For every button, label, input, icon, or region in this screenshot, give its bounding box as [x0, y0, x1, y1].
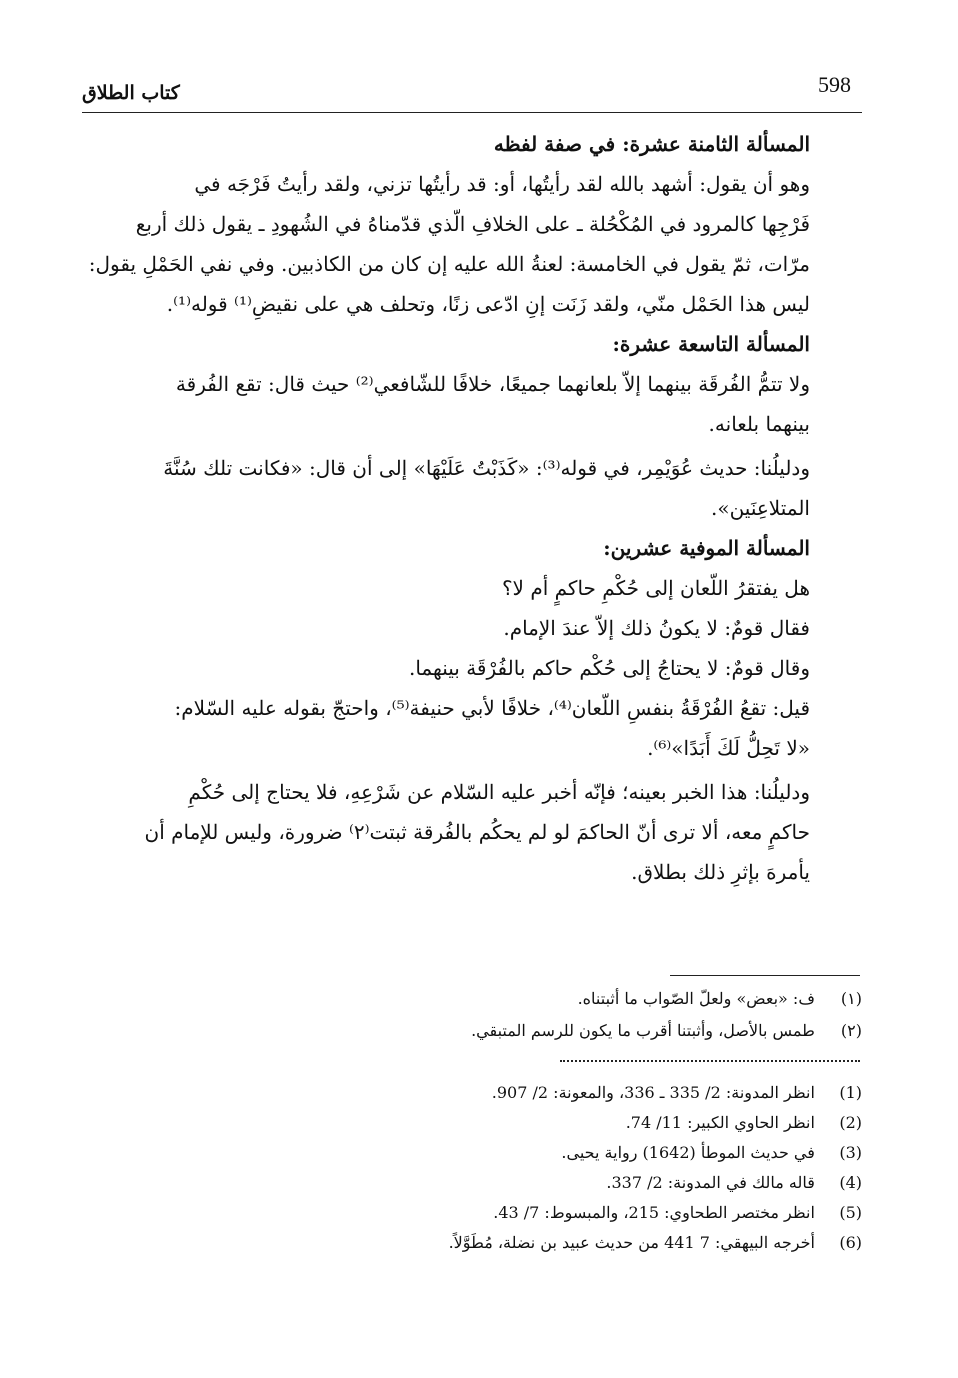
footnote-separator — [670, 975, 860, 976]
footnote-text: أخرجه البيهقي: 7 441 من حديث عبيد بن نضلة، مُطَوَّلاً. — [448, 1233, 815, 1252]
footnote-item — [342, 1015, 862, 1047]
paragraph-line: وقال قومٌ: لا يحتاجُ إلى حُكْم حاكم بالفُرْقَة بينهما. — [408, 656, 810, 680]
footnote-number: (5) — [839, 1203, 862, 1222]
footnote-item — [342, 983, 862, 1015]
paragraph-line: فقال قومٌ: لا يكونُ ذلك إلاّ عندَ الإمام. — [503, 616, 810, 640]
editor-footnotes — [342, 983, 862, 1047]
main-text — [80, 124, 810, 892]
footnote-text: انظر المدونة: 2/ 335 ـ 336، والمعونة: 2/ 907. — [491, 1083, 815, 1102]
footnote-number: (١) — [840, 989, 862, 1008]
footnote-number: (6) — [839, 1233, 862, 1252]
footnote-item — [342, 1228, 862, 1258]
footnote-item — [342, 1108, 862, 1138]
paragraph-line: وهو أن يقول: أشهد بالله لقد رأيتُها، أو: قد رأيتُها تزني، ولقد رأيتُ فَرْجَه في — [194, 172, 810, 196]
footnote-text: انظر مختصر الطحاوي: 215، والمبسوط: 7/ 43. — [493, 1203, 815, 1222]
paragraph-line: «لا تَحِلُّ لَكَ أَبَدًا»⁽⁶⁾. — [647, 736, 810, 760]
footnote-item — [342, 1168, 862, 1198]
footnote-number: (1) — [839, 1083, 862, 1102]
source-footnotes — [342, 1078, 862, 1258]
footnote-number: (٢) — [840, 1021, 862, 1040]
footnote-item — [342, 1198, 862, 1228]
footnote-text: قاله مالك في المدونة: 2/ 337. — [606, 1173, 815, 1192]
book-title: كتاب الطلاق — [82, 82, 180, 104]
footnote-item — [342, 1078, 862, 1108]
paragraph-line: يأمرهَ بإثرِ ذلك بطلاق. — [631, 860, 810, 884]
page-number: 598 — [818, 72, 851, 97]
footnote-text: في حديث الموطأ (1642) رواية يحيى. — [561, 1143, 815, 1162]
footnote-number: (3) — [839, 1143, 862, 1162]
paragraph-line: هل يفتقرُ اللّعان إلى حُكْمِ حاكمٍ أم لا؟ — [501, 576, 810, 600]
header-rule — [82, 112, 862, 113]
paragraph-line: ودليلُنا: هذا الخبر بعينه؛ فإنّه أخبر عليه السّلام عن شَرْعِهِ، فلا يحتاج إلى حُكْمِ — [188, 780, 810, 804]
paragraph-line: ولا تتمُّ الفُرقَة بينهما إلاّ بلعانهما جميعًا، خلافًا للشّافعي⁽²⁾ حيث قال: تقع الفُرقة — [175, 372, 810, 396]
footnote-text: ف: «بعض» ولعلّ الصّواب ما أثبتناه. — [577, 989, 815, 1008]
footnote-number: (2) — [839, 1113, 862, 1132]
paragraph-line: فَرْجِها كالمرود في المُكْحُلة ـ على الخلافِ الّذي قدّمناهُ في الشُهودِ ـ يقول ذلك أربع — [135, 212, 810, 236]
paragraph-line: بينهما بلعانه. — [708, 412, 810, 436]
section-20-heading: المسألة الموفية عشرين: — [603, 536, 810, 560]
section-18-heading: المسألة الثامنة عشرة: في صفة لفظه — [493, 132, 810, 156]
paragraph-line: المتلاعِنَين». — [710, 496, 810, 520]
paragraph-line: ودليلُنا: حديث عُوَيْمِر، في قوله⁽³⁾: «كَذَبْتُ عَلَيْهَا» إلى أن قال: «فكانت تلك سُنَّةَ — [163, 456, 810, 480]
footnote-number: (4) — [839, 1173, 862, 1192]
page-header — [82, 70, 862, 110]
dotted-separator — [560, 1060, 860, 1062]
paragraph-line: حاكمٍ معه، ألا ترى أنّ الحاكمَ لو لم يحكُم بالفُرقة ثبتت⁽٢⁾ ضرورة، وليس للإمام أن — [144, 820, 810, 844]
paragraph-line: قيل: تقعُ الفُرْقَةُ بنفسِ اللّعان⁽⁴⁾، خلافًا لأبي حنيفة⁽⁵⁾، واحتجّ بقوله عليه السّلام: — [174, 696, 810, 720]
paragraph-line: ليس هذا الحَمْل منّي، ولقد زَنَت إنِ ادّعى زنًا، وتحلف هي على نقيضِ⁽¹⁾ قوله⁽¹⁾. — [166, 292, 810, 316]
footnote-item — [342, 1138, 862, 1168]
section-19-heading: المسألة التاسعة عشرة: — [612, 332, 810, 356]
footnote-text: انظر الحاوي الكبير: 11/ 74. — [625, 1113, 815, 1132]
paragraph-line: مرّات، ثمّ يقول في الخامسة: لعنةُ الله عليه إن كان من الكاذبين. وفي نفي الحَمْلِ يقول: — [88, 252, 810, 276]
footnote-text: طمس بالأصل، وأثبتنا أقرب ما يكون للرسم المتبقي. — [471, 1021, 815, 1040]
